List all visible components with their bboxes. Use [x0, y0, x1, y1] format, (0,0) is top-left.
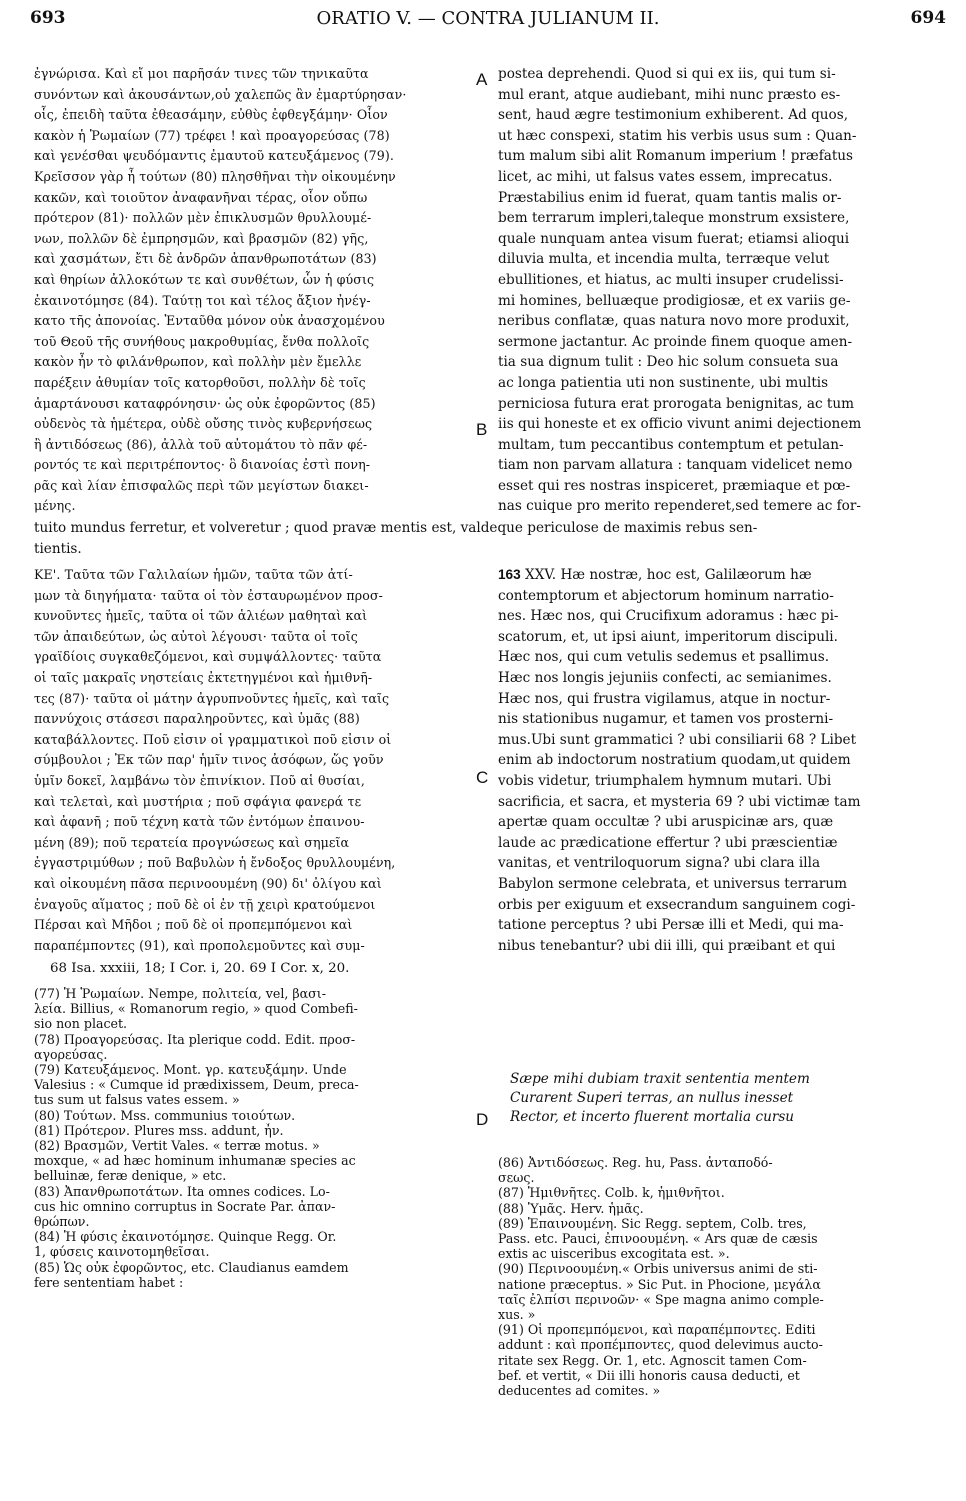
footnote-line: (81) Πρότερον. Plures mss. addunt, ἦν. [34, 1122, 284, 1138]
footnote-line: cus hic omnino corruptus in Socrate Par. ἀπαν- [34, 1198, 336, 1214]
greek-line: παραπέμποντες (91), καὶ προπολεμοῦντες καὶ συμ- [34, 937, 365, 953]
latin-line: nis stationibus nugamur, et tamen vos prosterni- [498, 711, 834, 728]
latin-line: ebullitiones, et hiatus, ac multi insuper crudelissi- [498, 271, 844, 288]
margin-letter-a: A [476, 70, 488, 89]
footnote-line: (87) Ἡμιθνῆτες. Colb. k, ἡμιθνῆτοι. [498, 1185, 725, 1201]
latin-line: apertæ quam occultæ ? ubi aruspicinæ ars, quæ [498, 814, 834, 831]
footnote-line: (84) Ἡ φύσις ἐκαινοτόμησε. Quinque Regg. Or. [34, 1229, 337, 1245]
latin-line: esset qui res nostras inspiceret, præmiaque et pœ- [498, 477, 851, 494]
latin-line: Præstabilius enim id fuerat, quam tantis malis or- [498, 189, 842, 206]
latin-line: enim ab indoctorum nostratium quodam,ut quidem [498, 752, 851, 769]
greek-line: παρέξειν ἀθυμίαν τοῖς κατορθοῦσι, πολλὴν δὲ τοῖς [34, 374, 366, 390]
latin-line: tia sua dignum tulit : Deo hic solum consueta sua [498, 354, 839, 371]
latin-line: vanitas, et ventriloquorum signa? ubi clara illa [498, 855, 821, 872]
greek-text-section-25 [34, 565, 470, 956]
latin-line: multam, tum peccantibus contemptum et petulan- [498, 436, 844, 453]
greek-line: κατο τῆς ἀπονοίας. Ἐνταῦθα μόνον οὐκ ἀνασχομένου [34, 313, 385, 329]
latin-text-top [498, 64, 938, 517]
footnote-line: αγορεύσας. [34, 1046, 108, 1062]
greek-line: νων, πολλῶν δὲ ἐμπρησμῶν, καὶ βρασμῶν (82) γῆς, [34, 230, 369, 246]
poem-line: Rector, et incerto fluerent mortalia cursu [510, 1109, 795, 1125]
greek-line: ἐγνώρισα. Καὶ εἴ μοι παρῆσάν τινες τῶν τηνικαῦτα [34, 66, 369, 81]
latin-line: sermone jactantur. Ac proinde finem quoque amen- [498, 333, 853, 350]
greek-line: κακὸν ἦν τὸ φιλάνθρωπον, καὶ πολλὴν μὲν ἔμελλε [34, 354, 362, 370]
greek-line: ἢ ἀντιδόσεως (86), ἀλλὰ τοῦ αὐτομάτου τὸ πᾶν φέ- [34, 436, 368, 452]
footnote-line: moxque, « ad hæc hominum inhumanæ species ac [34, 1153, 356, 1169]
footnote-line: bef. et vertit, « Dii illi honoris causa deducti, et [498, 1367, 800, 1383]
latin-line: quale nunquam antea visum fuerat; etiamsi alioqui [498, 230, 850, 247]
latin-line: sacrificia, et sacra, et mysteria 69 ? ubi victimæ tam [498, 793, 861, 810]
latin-line: Hæc nos, qui cum vetulis sedemus et psallimus. [498, 649, 830, 666]
margin-letter-b: B [476, 420, 488, 439]
greek-line: οὐδενὸς τὰ ἡμέτερα, οὐδὲ οὔσης τινὸς κυβερνήσεως [34, 416, 373, 432]
greek-line: τῶν ἀπαιδεύτων, ὡς αὐτοὶ λέγουσι· ταῦτα οἱ τοῖς [34, 628, 358, 644]
greek-line: συνόντων καὶ ἀκουσάντων,οὐ χαλεπῶς ἂν ἐμαρτύρησαν· [34, 86, 407, 102]
scripture-references [50, 961, 470, 976]
margin-letter-c: C [476, 768, 489, 787]
footnote-line: λεία. Billius, « Romanorum regio, » quod Combefi- [34, 1001, 358, 1017]
footnote-line: Pass. etc. Pauci, ἐπινοουμένη. « Ars quæ de cæsis [498, 1231, 818, 1247]
greek-line: κακῶν, καὶ τοιοῦτον ἀναφανῆναι τέρας, οἷον οὔπω [34, 189, 368, 205]
footnote-line: (88) Ὑμᾶς. Herv. ἡμᾶς. [498, 1200, 644, 1216]
greek-line: οἱ ταῖς μακραῖς νηστείαις ἐκτετηγμένοι καὶ ἡμιθνῆ- [34, 669, 373, 685]
greek-text-top [34, 64, 470, 517]
greek-line: καὶ θηρίων ἀλλοκότων τε καὶ συνθέτων, ὧν ἡ φύσις [34, 271, 375, 287]
footnote-line: belluinæ, feræ denique, » etc. [34, 1168, 227, 1184]
footnote-line: deducentes ad comites. » [498, 1383, 661, 1399]
latin-line: orbis per exiguum et exsecrandum sanguinem cogi- [498, 896, 856, 913]
latin-line: tum malum sibi alit Romanum imperium ! præfatus [498, 148, 854, 165]
greek-line: καὶ τελεταὶ, καὶ μυστήρια ; ποῦ σφάγια φανερά τε [34, 793, 362, 809]
footnote-line: (82) Βρασμῶν, Vertit Vales. « terræ motus. » [34, 1138, 320, 1154]
latin-line: Hæc nos, qui frustra vigilamus, atque in noctur- [498, 690, 831, 707]
greek-line: οἷς, ἐπειδὴ ταῦτα ἐθεασάμην, εὐθὺς ἐφθεγξάμην· Οἷον [34, 107, 388, 123]
latin-line: laude ac prædicatione effertur ? ubi præscientiæ [498, 834, 838, 851]
scripture-reference-line: 68 Isa. xxxiii, 18; I Cor. i, 20. 69 I Cor. x, 20. [50, 961, 350, 976]
greek-line: κακὸν ἡ Ῥωμαίων (77) τρέφει ! καὶ προαγορεύσας (78) [34, 127, 390, 143]
footnote-line: extis ac uisceribus excogitata est. ». [498, 1246, 730, 1262]
latin-line: mi homines, belluæque prodigiosæ, et ex variis ge- [498, 292, 851, 309]
latin-line: bem terrarum impleri,taleque monstrum exsistere, [498, 210, 850, 227]
latin-line: postea deprehendi. Quod si qui ex iis, qui tum si- [498, 66, 836, 82]
latin-line: mul erant, atque audiebant, mihi nunc præsto es- [498, 86, 841, 103]
greek-line: Κρεῖσσον γὰρ ἦ τούτων (80) πλησθῆναι τὴν οἰκουμένην [34, 168, 396, 184]
latin-line: tuito mundus ferretur, et volveretur ; quod pravæ mentis est, valdeque periculose de maximis rebus sen- [34, 520, 758, 536]
greek-line: ὑμῖν δοκεῖ, λαμβάνω τὸν ἐπινίκιον. Ποῦ αἱ θυσίαι, [34, 772, 365, 788]
greek-line: καὶ γενέσθαι ψευδόμαντις ἐμαυτοῦ κατευξάμενος (79). [34, 148, 394, 164]
footnote-line: (78) Προαγορεύσας. Ita plerique codd. Edit. προσ- [34, 1031, 356, 1047]
footnote-line: (77) Ἡ Ῥωμαίων. Nempe, πολιτεία, vel, βασι- [34, 986, 326, 1001]
footnote-line: (90) Περινοουμένη.« Orbis universus animi de sti- [498, 1261, 818, 1277]
footnotes-left [34, 986, 470, 1290]
latin-line: diluvia multa, et incendia multa, terræque velut [498, 251, 830, 268]
footnote-line: ritate sex Regg. Or. 1, etc. Agnoscit tamen Com- [498, 1352, 807, 1368]
greek-line: γραϊδίοις συγκαθεζόμενοι, καὶ συμψάλλοντες· ταῦτα [34, 649, 382, 665]
page-number-left: 693 [30, 8, 66, 28]
greek-line: καὶ χασμάτων, ἔτι δὲ ἀνδρῶν ἀπανθρωποτάτων (83) [34, 251, 377, 267]
latin-line: tientis. [34, 540, 82, 557]
footnote-line: (85) Ὡς οὐκ ἐφορῶντος, etc. Claudianus eamdem [34, 1259, 349, 1275]
footnote-line: θρώπων. [34, 1214, 90, 1230]
latin-line: mus.Ubi sunt grammatici ? ubi consiliarii 68 ? Libet [498, 731, 857, 748]
footnote-line: sio non placet. [34, 1016, 128, 1032]
greek-line: ρᾶς καὶ λίαν ἐπισφαλῶς περὶ τῶν μεγίστων διακει- [34, 477, 369, 493]
latin-line: scatorum, et, ut ipsi aiunt, imperitorum discipuli. [498, 628, 838, 645]
latin-line: vobis videtur, triumphalem hymnum mutari. Ubi [498, 772, 832, 789]
page-header [30, 8, 946, 36]
greek-line: ἐναγοῦς αἵματος ; ποῦ δὲ οἱ ἐν τῇ χειρὶ κρατούμενοι [34, 896, 376, 912]
page-number-right: 694 [910, 8, 946, 28]
greek-line: μένη (89); ποῦ τερατεία προγνώσεως καὶ σημεῖα [34, 834, 350, 850]
greek-line: σύμβουλοι ; Ἐκ τῶν παρ' ἡμῖν τινος ἀσόφων, ὥς γοῦν [34, 752, 384, 768]
latin-line: Babylon sermone celebrata, et universus terrarum [498, 875, 848, 892]
greek-line: πρότερον (81)· πολλῶν μὲν ἐπικλυσμῶν θρυλλουμέ- [34, 210, 372, 226]
latin-line: nibus tenebantur? ubi dii illi, qui præibant et qui [498, 937, 836, 954]
latin-line: 163 XXV. Hæ nostræ, hoc est, Galilæorum hæ [498, 567, 812, 583]
footnote-line: (86) Ἀντιδόσεως. Reg. hu, Pass. ἀνταποδό- [498, 1155, 773, 1170]
greek-line: καὶ οἰκουμένη πᾶσα περινοουμένη (90) δι' ὀλίγου καὶ [34, 875, 382, 891]
greek-line: ΚΕ'. Ταῦτα τῶν Γαλιλαίων ἡμῶν, ταῦτα τῶν ἀτί- [34, 567, 353, 582]
footnote-line: fere sententiam habet : [34, 1274, 184, 1290]
latin-line: perniciosa futura erat prorogata benignitas, ac tum [498, 395, 854, 412]
latin-line: licet, ac mihi, ut falsus vates essem, imprecatus. [498, 168, 833, 185]
latin-line: ut hæc conspexi, statim his verbis usus sum : Quan- [498, 127, 857, 144]
greek-line: ἁμαρτάνουσι καταφρόνησιν· ὡς οὐκ ἐφορῶντος (85) [34, 395, 376, 411]
poem-line: Curarent Superi terras, an nullus inesset [510, 1090, 794, 1106]
latin-text-section-25 [498, 565, 938, 956]
latin-line: iis qui honeste et ex officio vivunt animi dejectionem [498, 416, 862, 433]
greek-line: καὶ ἀφανῆ ; ποῦ τέχνη κατὰ τῶν ἐντόμων ἐπαινου- [34, 814, 365, 830]
running-title: ORATIO V. — CONTRA JULIANUM II. [316, 8, 660, 29]
latin-line: ac longa patientia uti non sustinente, ubi multis [498, 374, 829, 391]
latin-line: tiam non parvam allatura : tanquam videlicet nemo [498, 457, 853, 474]
greek-line: ροντός τε καὶ περιτρέποντος· ὃ διανοίας ἐστὶ πονη- [34, 457, 371, 473]
greek-line: ἐκαινοτόμησε (84). Ταύτῃ τοι καὶ τέλος ἄξιον ἠνέγ- [34, 292, 371, 308]
latin-text-full-width [34, 518, 938, 559]
greek-line: καταβάλλοντες. Ποῦ εἰσιν οἱ γραμματικοὶ ποῦ εἰσιν οἱ [34, 731, 392, 747]
footnotes-right [498, 1155, 938, 1398]
footnote-line: (80) Τούτων. Mss. communius τοιούτων. [34, 1107, 296, 1123]
greek-line: Πέρσαι καὶ Μῆδοι ; ποῦ δὲ οἱ προπεμπόμενοι καὶ [34, 917, 353, 933]
latin-line: nes. Hæc nos, qui Crucifixum adoramus : hæc pi- [498, 608, 839, 625]
latin-line: sent, haud ægre testimonium exhiberent. Ad quos, [498, 107, 849, 124]
greek-line: μένης. [34, 498, 76, 514]
footnote-line: ταῖς ἐλπίσι περινοῶν· « Spe magna animo comple- [498, 1291, 824, 1307]
latin-line: contemptorum et abjectorum hominum narratio- [498, 587, 834, 604]
footnote-line: natione præceptus. » Sic Put. in Phocione, μεγάλα [498, 1276, 821, 1292]
footnote-line: σεως. [498, 1170, 535, 1186]
latin-line: Hæc nos longis jejuniis confecti, ac semianimes. [498, 669, 832, 686]
greek-line: μων τὰ διηγήματα· ταῦτα οἱ τὸν ἐσταυρωμένον προσ- [34, 587, 384, 603]
greek-line: κυνοῦντες ἡμεῖς, ταῦτα οἱ τῶν ἁλιέων μαθηταὶ καὶ [34, 608, 368, 624]
greek-line: τες (87)· ταῦτα οἱ μάτην ἀγρυπνοῦντες ἡμεῖς, καὶ ταῖς [34, 690, 390, 706]
latin-line: nas cuique pro merito rependeret,sed temere ac for- [498, 498, 861, 515]
footnote-line: xus. » [498, 1307, 536, 1323]
footnote-line: (89) Ἐπαινουμένη. Sic Regg. septem, Colb. tres, [498, 1215, 807, 1231]
margin-letter-d: D [476, 1110, 489, 1129]
footnote-line: tus sum ut falsus vates essem. » [34, 1092, 240, 1108]
footnote-line: (83) Ἀπανθρωποτάτων. Ita omnes codices. Lo- [34, 1183, 330, 1199]
greek-line: ἐγγαστριμύθων ; ποῦ Βαβυλὼν ἡ ἔνδοξος θρυλλουμένη, [34, 855, 396, 871]
footnote-line: (79) Κατευξάμενος. Mont. γρ. κατευξάμην. Unde [34, 1062, 347, 1078]
greek-line: τοῦ Θεοῦ τῆς συνήθους μακροθυμίας, ἔνθα πολλοῖς [34, 333, 370, 349]
footnote-line: 1, φύσεις καινοτομηθεῖσαι. [34, 1244, 210, 1260]
footnote-line: (91) Οἱ προπεμπόμενοι, καὶ παραπέμποντες. Editi [498, 1322, 816, 1338]
poem-line: Sæpe mihi dubiam traxit sententia mentem [510, 1071, 810, 1087]
latin-line: neribus conflatæ, quas natura novo more produxit, [498, 313, 850, 330]
footnote-line: Valesius : « Cumque id prædixissem, Deum, preca- [34, 1077, 359, 1093]
column-number: 163 [498, 567, 521, 582]
greek-line: παννύχοις στάσεσι παραληροῦντες, καὶ ὑμᾶς (88) [34, 711, 360, 727]
footnote-line: addunt : καὶ προπέμποντες, quod delevimus aucto- [498, 1337, 823, 1353]
latin-line: tatione perceptus ? ubi Persæ illi et Medi, qui ma- [498, 917, 844, 934]
claudianus-quotation [510, 1070, 938, 1127]
